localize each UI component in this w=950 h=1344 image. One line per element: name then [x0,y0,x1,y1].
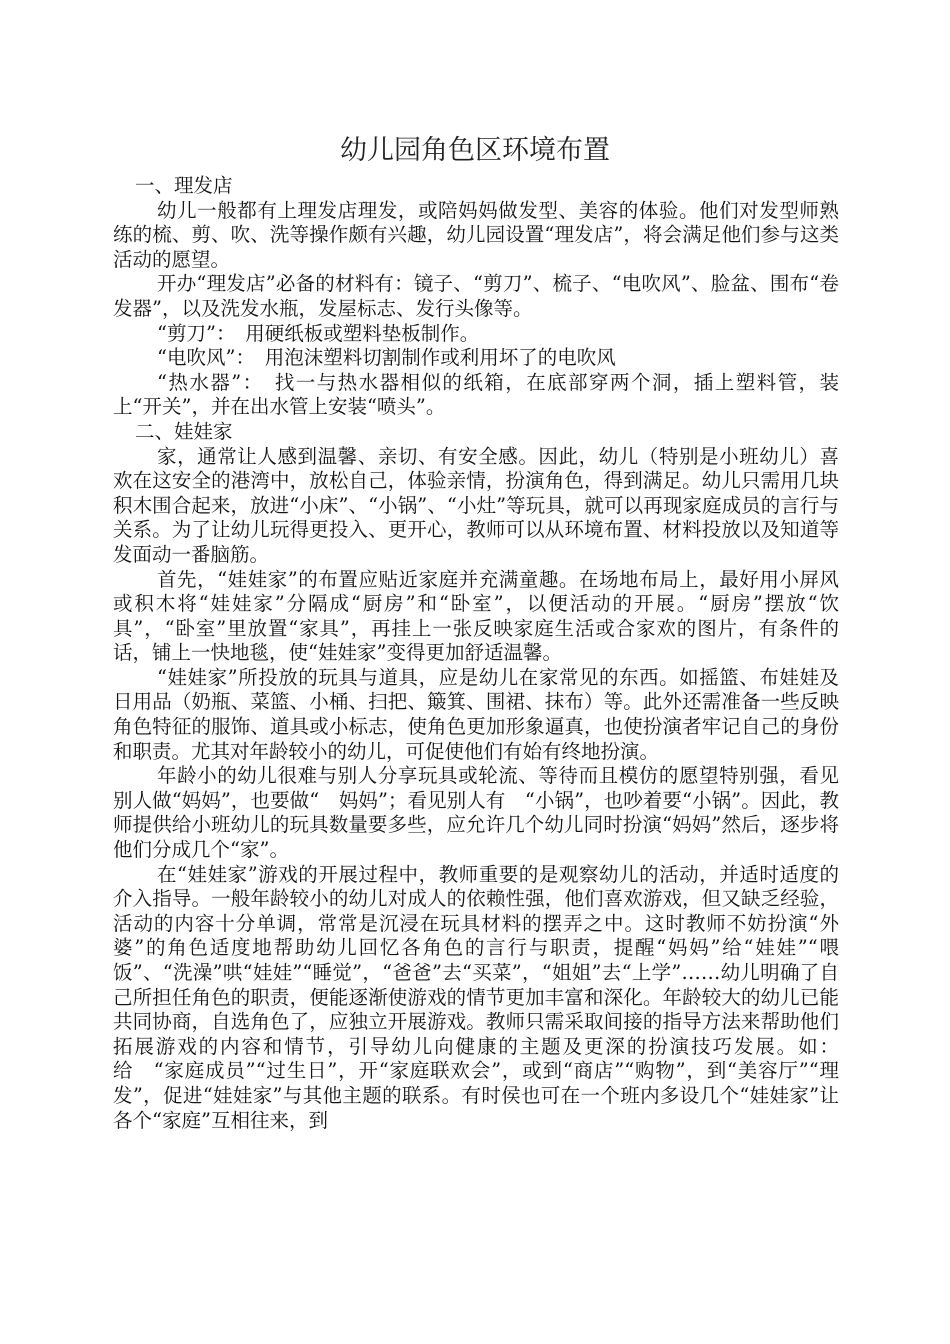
paragraph: 首先，“娃娃家”的布置应贴近家庭并充满童趣。在场地布局上，最好用小屏风或积木将“娃娃家”分隔成“厨房”和“卧室”，以便活动的开展。“厨房”摆放“饮具”，“卧室”里放置“家具”，再挂上一张反映家庭生活或合家欢的图片，有条件的话，铺上一快地毯，使“娃娃家”变得更加舒适温馨。 [113,567,839,665]
paragraph: “热水器”： 找一与热水器相似的纸箱，在底部穿两个洞，插上塑料管，装上“开关”，并在出水管上安装“喷头”。 [113,370,839,419]
paragraph: 幼儿一般都有上理发店理发，或陪妈妈做发型、美容的体验。他们对发型师熟练的梳、剪、吹、洗等操作颇有兴趣，幼儿园设置“理发店”，将会满足他们参与这类活动的愿望。 [113,198,839,271]
section-heading-barbershop: 一、理发店 [135,174,233,197]
paragraph: “电吹风”： 用泡沫塑料切割制作或利用坏了的电吹风 [157,346,616,370]
document-title: 幼儿园角色区环境布置 [340,135,610,166]
paragraph: 家，通常让人感到温馨、亲切、有安全感。因此，幼儿（特别是小班幼儿）喜欢在这安全的港湾中，放松自己，体验亲情，扮演角色，得到满足。幼儿只需用几块积木围合起来，放进“小床”、“小锅”、“小灶”等玩具，就可以再现家庭成员的言行与关系。为了让幼儿玩得更投入、更开心，教师可以从环境布置、材料投放以及知道等发面动一番脑筋。 [113,444,839,566]
section-heading-doll-house: 二、娃娃家 [135,419,233,443]
paragraph: 在“娃娃家”游戏的开展过程中，教师重要的是观察幼儿的活动，并适时适度的介入指导。一般年龄较小的幼儿对成人的依赖性强，他们喜欢游戏，但又缺乏经验，活动的内容十分单调，常常是沉浸在玩具材料的摆弄之中。这时教师不妨扮演“外婆”的角色适度地帮助幼儿回忆各角色的言行与职责，提醒“妈妈”给“娃娃”“喂饭”、“洗澡”哄“娃娃”“睡觉”，“爸爸”去“买菜”，“姐姐”去“上学”……幼儿明确了自己所担任角色的职责，便能逐渐使游戏的情节更加丰富和深化。年龄较大的幼儿已能共同协商，自选角色了，应独立开展游戏。教师只需采取间接的指导方法来帮助他们拓展游戏的内容和情节，引导幼儿向健康的主题及更深的扮演技巧发展。如：给 “家庭成员”“过生日”，开“家庭联欢会”，或到“商店”“购物”，到“美容厅”“理发”，促进“娃娃家”与其他主题的联系。有时侯也可在一个班内多设几个“娃娃家”让各个“家庭”互相往来，到 [113,862,839,1132]
document-body [113,174,839,1133]
paragraph: 年龄小的幼儿很难与别人分享玩具或轮流、等待而且模仿的愿望特别强，看见别人做“妈妈”，也要做“ 妈妈”；看见别人有 “小锅”，也吵着要“小锅”。因此，教师提供给小班幼儿的玩具数量要多些，应允许几个幼儿同时扮演“妈妈”然后，逐步将他们分成几个“家”。 [113,764,839,862]
paragraph: “剪刀”： 用硬纸板或塑料垫板制作。 [157,321,480,345]
paragraph: 开办“理发店”必备的材料有：镜子、“剪刀”、梳子、“电吹风”、脸盆、围布“卷发器”，以及洗发水瓶，发屋标志、发行头像等。 [113,272,839,320]
paragraph: “娃娃家”所投放的玩具与道具，应是幼儿在家常见的东西。如摇篮、布娃娃及日用品（奶瓶、菜篮、小桶、扫把、簸箕、围裙、抹布）等。此外还需准备一些反映角色特征的服饰、道具或小标志，使角色更加形象逼真，也使扮演者牢记自己的身份和职责。尤其对年龄较小的幼儿，可促使他们有始有终地扮演。 [113,665,839,763]
